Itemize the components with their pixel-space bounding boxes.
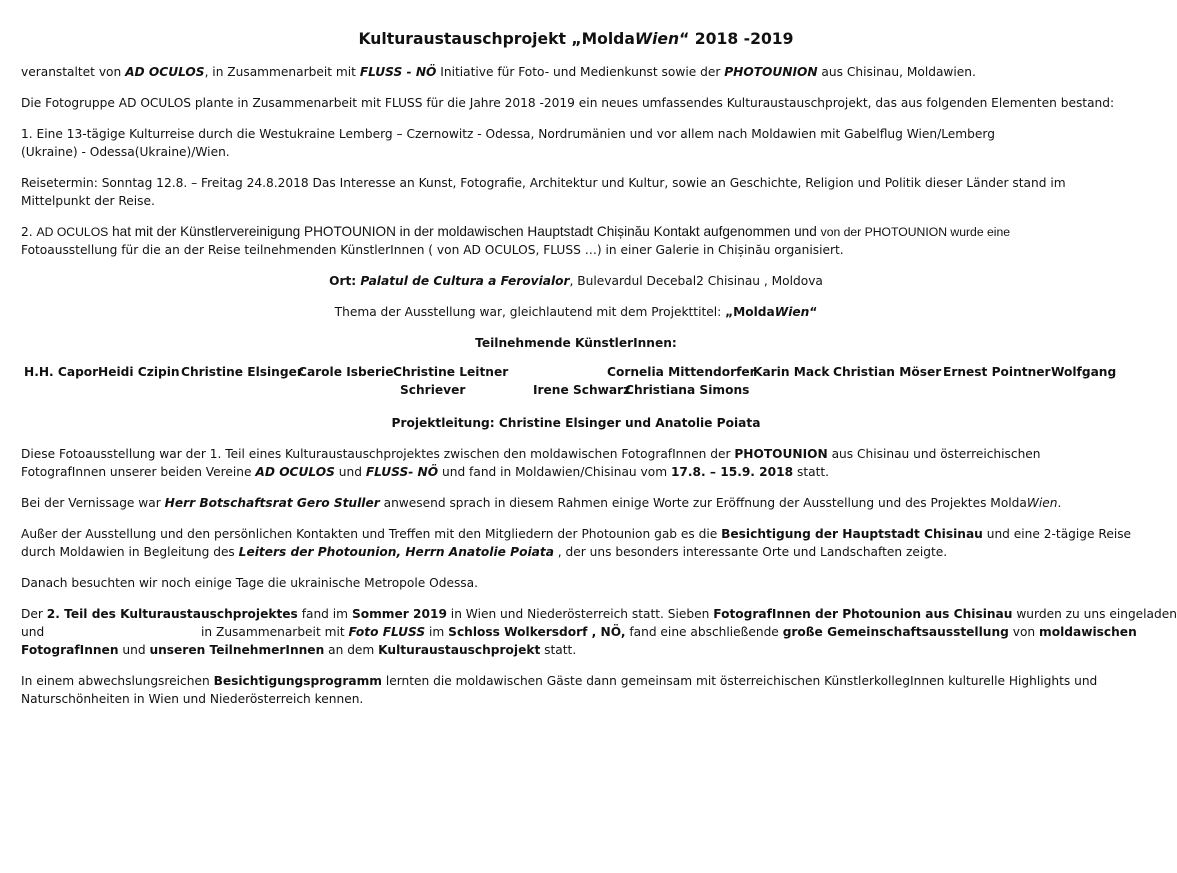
paragraph-vernissage — [21, 494, 1061, 512]
highlight: unseren TeilnehmerInnen — [149, 643, 325, 657]
text: hat mit der Künstlervereinigung PHOTOUNION in der moldawischen Hauptstadt Chișinău Kontakt aufgenommen und — [108, 224, 821, 239]
org-name: FLUSS- NÖ — [365, 465, 439, 479]
artist-name: Christian Möser — [833, 365, 942, 379]
text: FotografInnen unserer beiden Vereine — [21, 465, 256, 479]
artist-name: Christiana Simons — [625, 383, 750, 397]
paragraph-part-two-line-2-start: und — [21, 625, 45, 639]
text: 2. — [21, 225, 37, 239]
highlight: Besichtigung der Hauptstadt Chisinau — [721, 527, 983, 541]
artist-name: Heidi Czipin — [98, 365, 180, 379]
artist-name: Christine Elsinger — [181, 365, 303, 379]
text: , der uns besonders interessante Orte und Landschaften zeigte. — [553, 545, 948, 559]
guest-name: Herr Botschaftsrat Gero Stuller — [164, 496, 380, 510]
text: von — [1008, 625, 1040, 639]
paragraph-exhibition-line-2 — [21, 463, 829, 481]
artist-name: Karin Mack — [753, 365, 830, 379]
page-title — [0, 30, 1152, 48]
venue-name: Palatul de Cultura a Ferovialor — [360, 274, 570, 288]
guide-name: Leiters der Photounion, Herrn Anatolie Poiata — [238, 545, 554, 559]
text: . — [1057, 496, 1062, 510]
highlight: Besichtigungsprogramm — [213, 674, 382, 688]
text: in Wien und Niederösterreich statt. Sieben — [446, 607, 714, 621]
paragraph-program-line-2: Naturschönheiten in Wien und Niederösterreich kennen. — [21, 692, 364, 706]
paragraph-contact-line-1 — [21, 223, 1010, 241]
highlight: moldawischen — [1039, 625, 1137, 639]
paragraph-travel-line-2: (Ukraine) - Odessa(Ukraine)/Wien. — [21, 145, 230, 159]
paragraph-part-two-line-3 — [21, 641, 576, 659]
text: Diese Fotoausstellung war der 1. Teil eines Kulturaustauschprojektes zwischen den moldawischen FotografInnen der — [21, 447, 735, 461]
paragraph-part-two-line-1 — [21, 605, 1177, 623]
theme-line — [0, 303, 1152, 321]
participants-heading: Teilnehmende KünstlerInnen: — [475, 336, 677, 350]
artist-name: Ernest Pointner — [943, 365, 1051, 379]
highlight: Sommer 2019 — [351, 607, 447, 621]
text: und — [334, 465, 366, 479]
paragraph-odessa: Danach besuchten wir noch einige Tage die ukrainische Metropole Odessa. — [21, 576, 478, 590]
org-name: FLUSS - NÖ — [359, 65, 437, 79]
text: fand im — [297, 607, 352, 621]
text: In einem abwechslungsreichen — [21, 674, 214, 688]
text: Bei der Vernissage war — [21, 496, 165, 510]
text: in Zusammenarbeit mit — [201, 625, 349, 639]
project-title: „Molda — [725, 305, 775, 319]
artist-name: Carole Isberie — [298, 365, 394, 379]
org-name: PHOTOUNION — [734, 447, 828, 461]
highlight: FotografInnen — [21, 643, 119, 657]
text: von der PHOTOUNION wurde eine — [820, 225, 1011, 239]
artist-name: Irene Schwarz — [533, 383, 631, 397]
venue-label: Ort: — [329, 274, 361, 288]
text: an dem — [324, 643, 379, 657]
venue-address: , Bulevardul Decebal2 Chisinau , Moldova — [569, 274, 823, 288]
artist-name: Wolfgang — [1051, 365, 1117, 379]
org-name: AD OCULOS — [255, 465, 335, 479]
text: Initiative für Foto- und Medienkunst sowie der — [436, 65, 725, 79]
highlight: Schloss Wolkersdorf , NÖ, — [448, 625, 626, 639]
text: veranstaltet von — [21, 65, 126, 79]
text: und eine 2-tägige Reise — [982, 527, 1132, 541]
org-name: PHOTOUNION — [724, 65, 818, 79]
text: und fand in Moldawien/Chisinau vom — [438, 465, 671, 479]
highlight: 2. Teil des Kulturaustauschprojektes — [46, 607, 298, 621]
artist-name: H.H. Capor — [24, 365, 99, 379]
title-part-italic: Wien — [634, 30, 680, 48]
project-lead-line: Projektleitung: Christine Elsinger und Anatolie Poiata — [391, 416, 761, 430]
paragraph-contact-line-2: Fotoausstellung für die an der Reise teilnehmenden KünstlerInnen ( von AD OCULOS, FLUSS …) in einer Galerie in Chișinău organisiert. — [21, 243, 844, 257]
project-title-italic: Wien — [1026, 496, 1058, 510]
date-range: 17.8. – 15.9. 2018 — [670, 465, 794, 479]
highlight: FotografInnen der Photounion aus Chisinau — [713, 607, 1013, 621]
artist-name: Schriever — [400, 383, 466, 397]
paragraph-organizer — [21, 63, 976, 81]
paragraph-program-line-1 — [21, 672, 1097, 690]
paragraph-travel-line-1: 1. Eine 13-tägige Kulturreise durch die Westukraine Lemberg – Czernowitz - Odessa, Nordrumänien und vor allem nach Moldawien mit Gabelflug Wien/Lemberg — [21, 127, 995, 141]
title-part: “ 2018 -2019 — [679, 30, 794, 48]
project-title-italic: Wien — [774, 305, 810, 319]
paragraph-intro: Die Fotogruppe AD OCULOS plante in Zusammenarbeit mit FLUSS für die Jahre 2018 -2019 ein neues umfassendes Kulturaustauschprojekt, das aus folgenden Elementen bestand: — [21, 96, 1115, 110]
text: lernten die moldawischen Gäste dann gemeinsam mit österreichischen KünstlerkollegInnen kulturelle Highlights und — [381, 674, 1098, 688]
paragraph-dates-line-2: Mittelpunkt der Reise. — [21, 194, 155, 208]
org-name: AD OCULOS — [125, 65, 205, 79]
paragraph-sightseeing-line-2 — [21, 543, 947, 561]
paragraph-part-two-line-2 — [201, 623, 1137, 641]
artist-name: Christine Leitner — [393, 365, 509, 379]
org-name: AD OCULOS — [36, 225, 109, 239]
text: fand eine abschließende — [625, 625, 783, 639]
highlight: Kulturaustauschprojekt — [378, 643, 541, 657]
paragraph-sightseeing-line-1 — [21, 525, 1131, 543]
text: , in Zusammenarbeit mit — [204, 65, 360, 79]
text: wurden zu uns eingeladen — [1012, 607, 1177, 621]
title-part: Kulturaustauschprojekt „Molda — [358, 30, 635, 48]
paragraph-exhibition-line-1 — [21, 445, 1041, 463]
paragraph-dates-line-1: Reisetermin: Sonntag 12.8. – Freitag 24.8.2018 Das Interesse an Kunst, Fotografie, Architektur und Kultur, sowie an Geschichte, Religion und Politik dieser Länder stand im — [21, 176, 1066, 190]
text: und — [118, 643, 150, 657]
highlight: große Gemeinschaftsausstellung — [782, 625, 1009, 639]
venue-line — [0, 272, 1152, 290]
artist-name: Cornelia Mittendorfer — [607, 365, 756, 379]
text: statt. — [540, 643, 577, 657]
text: Thema der Ausstellung war, gleichlautend mit dem Projekttitel: — [334, 305, 726, 319]
text: Der — [21, 607, 47, 621]
text: Außer der Ausstellung und den persönlichen Kontakten und Treffen mit den Mitgliedern der Photounion gab es die — [21, 527, 722, 541]
text: im — [425, 625, 449, 639]
text: durch Moldawien in Begleitung des — [21, 545, 239, 559]
text: aus Chisinau, Moldawien. — [817, 65, 976, 79]
text: anwesend sprach in diesem Rahmen einige Worte zur Eröffnung der Ausstellung und des Projektes Molda — [379, 496, 1027, 510]
text: aus Chisinau und österreichischen — [827, 447, 1041, 461]
org-name: Foto FLUSS — [348, 625, 426, 639]
project-title: “ — [809, 305, 818, 319]
text: statt. — [793, 465, 830, 479]
